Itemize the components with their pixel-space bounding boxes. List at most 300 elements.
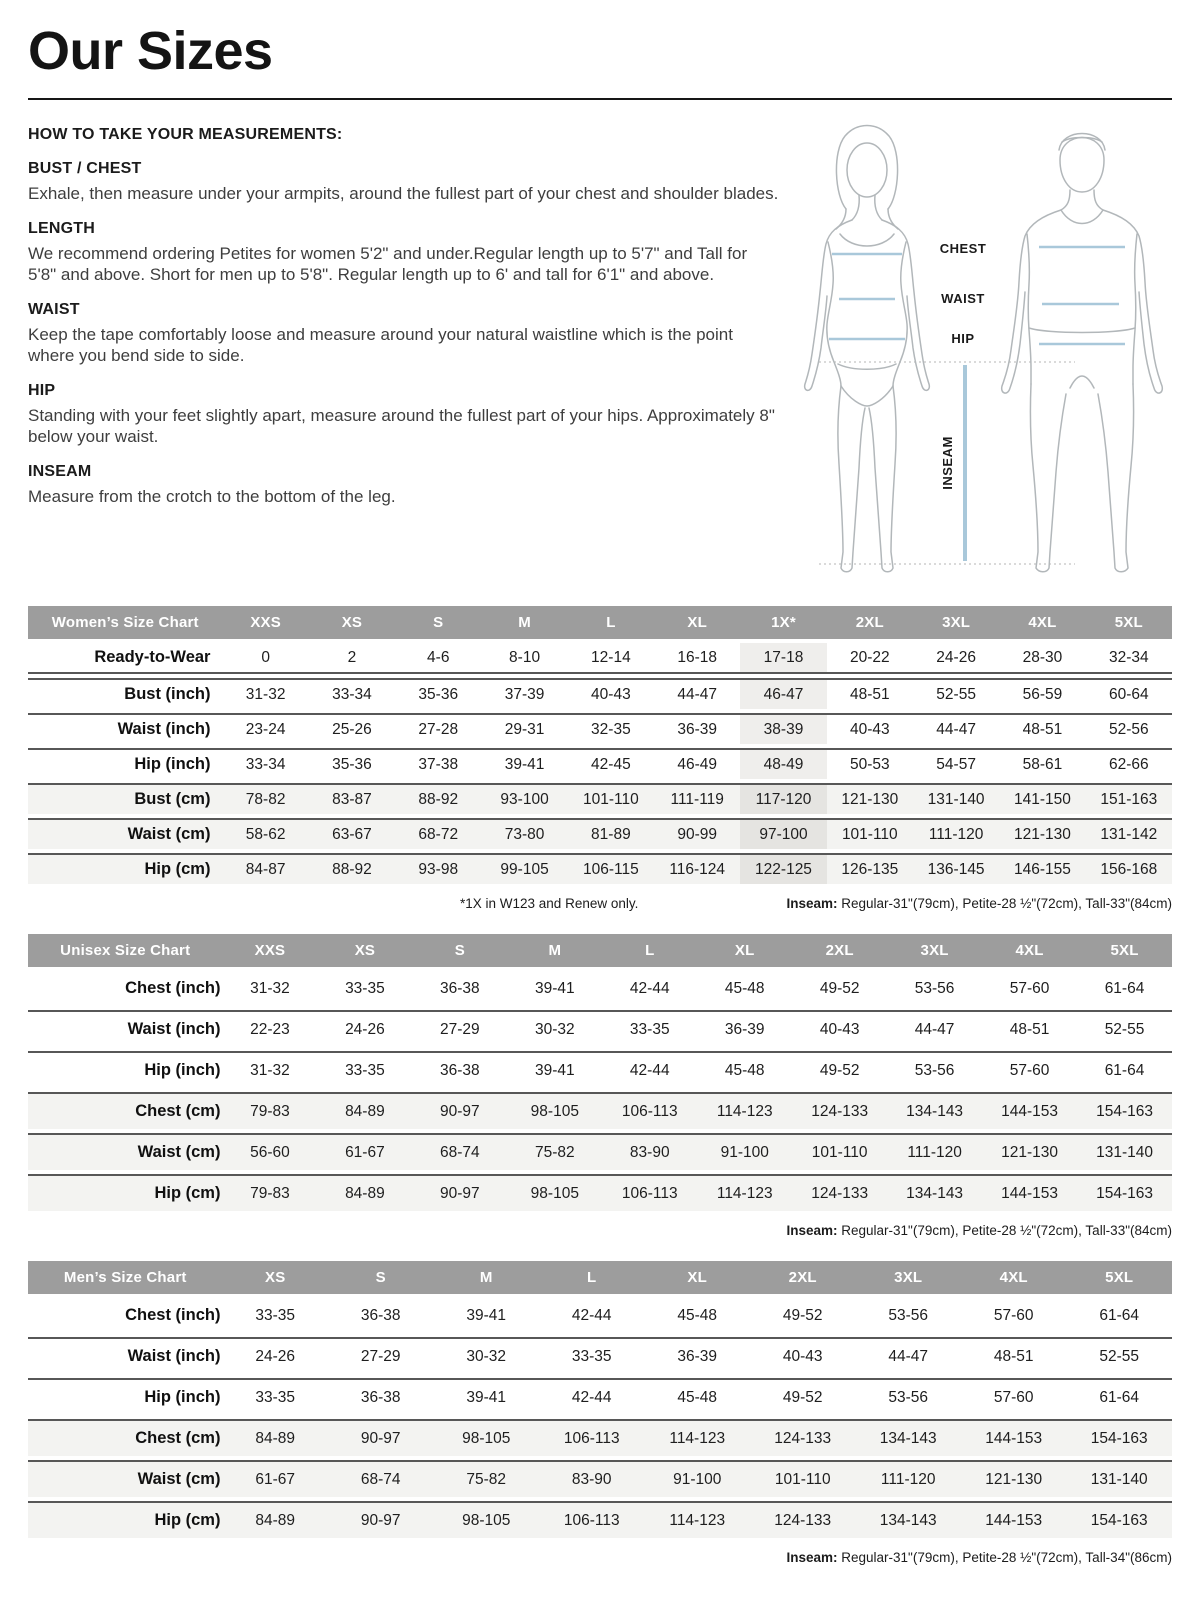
size-value-cell: 27-28 [395, 713, 481, 744]
size-column-header: L [539, 1261, 645, 1294]
size-value-cell: 39-41 [481, 748, 567, 779]
waist-label: WAIST [941, 291, 985, 306]
inseam-footnote-label: Inseam: [786, 1223, 838, 1238]
size-value-cell: 111-120 [887, 1133, 982, 1170]
size-value-cell: 40-43 [568, 678, 654, 709]
size-value-cell: 114-123 [644, 1419, 750, 1456]
inseam-label: INSEAM [940, 436, 955, 490]
size-value-cell: 90-97 [328, 1419, 434, 1456]
size-value-cell: 22-23 [222, 1010, 317, 1047]
size-value-cell: 44-47 [913, 713, 999, 744]
row-label: Chest (cm) [28, 1092, 222, 1129]
size-value-cell: 39-41 [433, 1378, 539, 1415]
size-value-cell: 42-44 [539, 1298, 645, 1333]
male-figure-illustration [1002, 134, 1163, 572]
table-title: Women’s Size Chart [28, 606, 222, 639]
size-column-header: S [395, 606, 481, 639]
size-column-header: XXS [222, 934, 317, 967]
inseam-footnote-text: Regular-31"(79cm), Petite-28 ½"(72cm), Tall-34"(86cm) [837, 1550, 1172, 1565]
size-value-cell: 116-124 [654, 853, 740, 884]
size-value-cell: 36-38 [412, 1051, 507, 1088]
size-value-cell: 106-113 [602, 1174, 697, 1211]
size-value-cell: 44-47 [654, 678, 740, 709]
row-label: Hip (cm) [28, 853, 222, 884]
size-value-cell: 50-53 [827, 748, 913, 779]
size-value-cell: 154-163 [1077, 1174, 1172, 1211]
size-value-cell: 36-39 [697, 1010, 792, 1047]
size-column-header: XS [222, 1261, 328, 1294]
size-value-cell: 144-153 [961, 1419, 1067, 1456]
size-value-cell: 12-14 [568, 643, 654, 674]
size-value-cell: 33-35 [539, 1337, 645, 1374]
size-value-cell: 131-140 [1077, 1133, 1172, 1170]
size-value-cell: 154-163 [1077, 1092, 1172, 1129]
table-row [28, 1298, 1172, 1333]
section-body: Standing with your feet slightly apart, measure around the fullest part of your hips. Approximately 8" below your waist. [28, 406, 775, 446]
size-column-header: XL [644, 1261, 750, 1294]
size-value-cell: 75-82 [507, 1133, 602, 1170]
size-value-cell: 33-35 [222, 1378, 328, 1415]
size-value-cell: 30-32 [507, 1010, 602, 1047]
size-value-cell: 151-163 [1086, 783, 1172, 814]
size-value-cell: 68-74 [328, 1460, 434, 1497]
size-value-cell: 62-66 [1086, 748, 1172, 779]
size-value-cell: 27-29 [328, 1337, 434, 1374]
size-value-cell: 48-51 [961, 1337, 1067, 1374]
size-column-header: 4XL [961, 1261, 1067, 1294]
size-value-cell: 144-153 [961, 1501, 1067, 1538]
size-column-header: S [328, 1261, 434, 1294]
section-length [28, 220, 780, 285]
table-row [28, 1337, 1172, 1374]
size-value-cell: 49-52 [750, 1298, 856, 1333]
size-value-cell: 114-123 [697, 1174, 792, 1211]
size-column-header: M [433, 1261, 539, 1294]
hip-label: HIP [951, 331, 975, 346]
size-value-cell: 121-130 [982, 1133, 1077, 1170]
size-value-cell: 111-119 [654, 783, 740, 814]
size-value-cell: 31-32 [222, 971, 317, 1006]
table-row [28, 1133, 1172, 1170]
inseam-footnote-text: Regular-31"(79cm), Petite-28 ½"(72cm), Tall-33"(84cm) [837, 1223, 1172, 1238]
size-column-header: L [602, 934, 697, 967]
size-value-cell: 31-32 [222, 1051, 317, 1088]
size-value-cell: 33-34 [222, 748, 308, 779]
size-value-cell: 101-110 [750, 1460, 856, 1497]
size-column-header: 2XL [750, 1261, 856, 1294]
size-value-cell: 131-140 [913, 783, 999, 814]
size-value-cell: 52-56 [1086, 713, 1172, 744]
size-value-cell: 61-67 [222, 1460, 328, 1497]
title-divider [28, 98, 1172, 100]
row-label: Waist (cm) [28, 818, 222, 849]
size-value-cell: 136-145 [913, 853, 999, 884]
size-column-header: S [412, 934, 507, 967]
size-column-header: 2XL [792, 934, 887, 967]
row-label: Hip (cm) [28, 1174, 222, 1211]
size-value-cell: 33-35 [602, 1010, 697, 1047]
womens-inseam-footnote [786, 896, 1172, 911]
size-value-cell: 79-83 [222, 1092, 317, 1129]
size-value-cell: 42-45 [568, 748, 654, 779]
size-value-cell: 58-62 [222, 818, 308, 849]
size-value-cell: 98-105 [433, 1501, 539, 1538]
size-value-cell: 81-89 [568, 818, 654, 849]
size-value-cell: 48-51 [982, 1010, 1077, 1047]
size-value-cell: 24-26 [913, 643, 999, 674]
size-value-cell: 60-64 [1086, 678, 1172, 709]
size-value-cell: 46-47 [740, 678, 826, 709]
size-value-cell: 36-38 [328, 1298, 434, 1333]
size-value-cell: 17-18 [740, 643, 826, 674]
size-value-cell: 45-48 [644, 1378, 750, 1415]
size-value-cell: 101-110 [827, 818, 913, 849]
size-column-header: M [481, 606, 567, 639]
body-measurement-illustration [782, 116, 1172, 588]
size-value-cell: 146-155 [999, 853, 1085, 884]
size-column-header: 3XL [887, 934, 982, 967]
size-value-cell: 134-143 [855, 1419, 961, 1456]
size-column-header: 2XL [827, 606, 913, 639]
row-label: Hip (inch) [28, 1051, 222, 1088]
size-value-cell: 144-153 [982, 1174, 1077, 1211]
size-value-cell: 90-97 [328, 1501, 434, 1538]
table-row [28, 1092, 1172, 1129]
row-label: Bust (cm) [28, 783, 222, 814]
table-row [28, 1501, 1172, 1538]
section-body: Measure from the crotch to the bottom of the leg. [28, 487, 396, 506]
size-value-cell: 44-47 [887, 1010, 982, 1047]
size-value-cell: 36-38 [328, 1378, 434, 1415]
size-value-cell: 57-60 [982, 1051, 1077, 1088]
size-value-cell: 36-39 [654, 713, 740, 744]
size-value-cell: 40-43 [827, 713, 913, 744]
size-value-cell: 35-36 [309, 748, 395, 779]
size-value-cell: 36-39 [644, 1337, 750, 1374]
size-value-cell: 61-64 [1066, 1378, 1172, 1415]
table-row [28, 818, 1172, 849]
size-value-cell: 57-60 [961, 1378, 1067, 1415]
female-figure-illustration [805, 126, 930, 572]
size-value-cell: 35-36 [395, 678, 481, 709]
size-value-cell: 83-87 [309, 783, 395, 814]
size-value-cell: 42-44 [602, 971, 697, 1006]
size-value-cell: 98-105 [507, 1092, 602, 1129]
size-column-header: XS [317, 934, 412, 967]
size-value-cell: 56-60 [222, 1133, 317, 1170]
size-value-cell: 52-55 [1066, 1337, 1172, 1374]
size-value-cell: 98-105 [507, 1174, 602, 1211]
section-bust-chest [28, 160, 780, 204]
size-value-cell: 124-133 [750, 1501, 856, 1538]
size-value-cell: 111-120 [855, 1460, 961, 1497]
size-value-cell: 37-39 [481, 678, 567, 709]
size-value-cell: 134-143 [887, 1174, 982, 1211]
size-value-cell: 28-30 [999, 643, 1085, 674]
size-value-cell: 61-64 [1077, 971, 1172, 1006]
size-value-cell: 61-67 [317, 1133, 412, 1170]
size-value-cell: 98-105 [433, 1419, 539, 1456]
size-value-cell: 42-44 [602, 1051, 697, 1088]
table-row [28, 1051, 1172, 1088]
size-value-cell: 124-133 [792, 1174, 887, 1211]
inseam-footnote-text: Regular-31"(79cm), Petite-28 ½"(72cm), Tall-33"(84cm) [837, 896, 1172, 911]
size-value-cell: 53-56 [887, 971, 982, 1006]
table-row [28, 748, 1172, 779]
size-value-cell: 39-41 [433, 1298, 539, 1333]
table-row [28, 713, 1172, 744]
inseam-footnote-label: Inseam: [786, 896, 838, 911]
row-label: Hip (inch) [28, 1378, 222, 1415]
row-label: Chest (inch) [28, 1298, 222, 1333]
size-value-cell: 93-98 [395, 853, 481, 884]
size-value-cell: 79-83 [222, 1174, 317, 1211]
size-value-cell: 61-64 [1077, 1051, 1172, 1088]
size-value-cell: 53-56 [855, 1378, 961, 1415]
size-column-header: 5XL [1086, 606, 1172, 639]
row-label: Waist (inch) [28, 1010, 222, 1047]
table-row [28, 678, 1172, 709]
size-value-cell: 84-87 [222, 853, 308, 884]
table-row [28, 1460, 1172, 1497]
size-column-header: XL [697, 934, 792, 967]
size-value-cell: 45-48 [644, 1298, 750, 1333]
size-value-cell: 154-163 [1066, 1419, 1172, 1456]
size-column-header: L [568, 606, 654, 639]
size-guide-page [0, 20, 1200, 1604]
size-value-cell: 53-56 [887, 1051, 982, 1088]
section-hip [28, 382, 780, 447]
size-value-cell: 134-143 [855, 1501, 961, 1538]
row-label: Bust (inch) [28, 678, 222, 709]
size-value-cell: 32-34 [1086, 643, 1172, 674]
size-value-cell: 44-47 [855, 1337, 961, 1374]
size-value-cell: 33-34 [309, 678, 395, 709]
size-value-cell: 141-150 [999, 783, 1085, 814]
size-value-cell: 36-38 [412, 971, 507, 1006]
section-waist [28, 301, 780, 366]
row-label: Waist (inch) [28, 713, 222, 744]
size-column-header: XXS [222, 606, 308, 639]
size-value-cell: 56-59 [999, 678, 1085, 709]
size-value-cell: 83-90 [539, 1460, 645, 1497]
size-value-cell: 117-120 [740, 783, 826, 814]
row-label: Hip (inch) [28, 748, 222, 779]
size-value-cell: 52-55 [913, 678, 999, 709]
size-value-cell: 61-64 [1066, 1298, 1172, 1333]
size-value-cell: 2 [309, 643, 395, 674]
size-value-cell: 122-125 [740, 853, 826, 884]
table-row [28, 1010, 1172, 1047]
size-value-cell: 16-18 [654, 643, 740, 674]
size-value-cell: 24-26 [317, 1010, 412, 1047]
size-value-cell: 31-32 [222, 678, 308, 709]
size-value-cell: 106-113 [539, 1419, 645, 1456]
size-value-cell: 114-123 [697, 1092, 792, 1129]
size-value-cell: 48-51 [999, 713, 1085, 744]
size-value-cell: 27-29 [412, 1010, 507, 1047]
size-value-cell: 84-89 [222, 1501, 328, 1538]
size-value-cell: 39-41 [507, 971, 602, 1006]
row-label: Waist (cm) [28, 1460, 222, 1497]
size-value-cell: 40-43 [792, 1010, 887, 1047]
size-value-cell: 124-133 [750, 1419, 856, 1456]
row-label: Chest (cm) [28, 1419, 222, 1456]
size-value-cell: 121-130 [961, 1460, 1067, 1497]
size-value-cell: 144-153 [982, 1092, 1077, 1129]
size-value-cell: 58-61 [999, 748, 1085, 779]
size-value-cell: 154-163 [1066, 1501, 1172, 1538]
measurement-diagram [780, 114, 1172, 588]
size-value-cell: 84-89 [317, 1092, 412, 1129]
size-value-cell: 30-32 [433, 1337, 539, 1374]
size-value-cell: 73-80 [481, 818, 567, 849]
size-value-cell: 49-52 [792, 1051, 887, 1088]
size-value-cell: 114-123 [644, 1501, 750, 1538]
size-value-cell: 90-97 [412, 1174, 507, 1211]
size-value-cell: 106-113 [539, 1501, 645, 1538]
size-value-cell: 156-168 [1086, 853, 1172, 884]
size-value-cell: 78-82 [222, 783, 308, 814]
size-value-cell: 54-57 [913, 748, 999, 779]
size-value-cell: 46-49 [654, 748, 740, 779]
size-value-cell: 8-10 [481, 643, 567, 674]
table-title: Men’s Size Chart [28, 1261, 222, 1294]
size-value-cell: 99-105 [481, 853, 567, 884]
howto-heading: HOW TO TAKE YOUR MEASUREMENTS: [28, 126, 343, 143]
size-value-cell: 25-26 [309, 713, 395, 744]
size-value-cell: 45-48 [697, 971, 792, 1006]
size-value-cell: 68-74 [412, 1133, 507, 1170]
size-value-cell: 111-120 [913, 818, 999, 849]
size-value-cell: 124-133 [792, 1092, 887, 1129]
size-value-cell: 88-92 [309, 853, 395, 884]
size-value-cell: 91-100 [697, 1133, 792, 1170]
size-column-header: M [507, 934, 602, 967]
size-value-cell: 106-113 [602, 1092, 697, 1129]
size-value-cell: 29-31 [481, 713, 567, 744]
size-value-cell: 32-35 [568, 713, 654, 744]
size-value-cell: 90-99 [654, 818, 740, 849]
unisex-inseam-footnote [786, 1223, 1172, 1238]
size-value-cell: 83-90 [602, 1133, 697, 1170]
size-column-header: XS [309, 606, 395, 639]
size-value-cell: 53-56 [855, 1298, 961, 1333]
section-body: Exhale, then measure under your armpits, around the fullest part of your chest and shoulder blades. [28, 184, 779, 203]
size-value-cell: 126-135 [827, 853, 913, 884]
table-row [28, 971, 1172, 1006]
unisex-table-footnotes [28, 1223, 1172, 1241]
section-inseam [28, 463, 780, 507]
size-value-cell: 101-110 [792, 1133, 887, 1170]
size-column-header: 3XL [855, 1261, 961, 1294]
size-value-cell: 40-43 [750, 1337, 856, 1374]
inseam-footnote-label: Inseam: [786, 1550, 838, 1565]
size-value-cell: 93-100 [481, 783, 567, 814]
size-column-header: 5XL [1066, 1261, 1172, 1294]
size-value-cell: 121-130 [827, 783, 913, 814]
size-value-cell: 4-6 [395, 643, 481, 674]
size-value-cell: 63-67 [309, 818, 395, 849]
size-column-header: 4XL [999, 606, 1085, 639]
row-label: Waist (inch) [28, 1337, 222, 1374]
size-value-cell: 57-60 [961, 1298, 1067, 1333]
size-value-cell: 42-44 [539, 1378, 645, 1415]
section-title: WAIST [28, 301, 80, 318]
size-value-cell: 48-51 [827, 678, 913, 709]
mens-inseam-footnote [786, 1550, 1172, 1565]
table-row [28, 853, 1172, 884]
size-value-cell: 23-24 [222, 713, 308, 744]
table-row [28, 783, 1172, 814]
size-value-cell: 57-60 [982, 971, 1077, 1006]
unisex-size-chart-table [28, 930, 1172, 1215]
size-value-cell: 131-140 [1066, 1460, 1172, 1497]
size-value-cell: 20-22 [827, 643, 913, 674]
size-value-cell: 84-89 [222, 1419, 328, 1456]
size-value-cell: 97-100 [740, 818, 826, 849]
intro-columns [28, 114, 1172, 588]
section-title: INSEAM [28, 463, 92, 480]
size-value-cell: 131-142 [1086, 818, 1172, 849]
size-column-header: XL [654, 606, 740, 639]
size-value-cell: 91-100 [644, 1460, 750, 1497]
section-title: HIP [28, 382, 56, 399]
mens-table-footnotes [28, 1550, 1172, 1568]
size-value-cell: 101-110 [568, 783, 654, 814]
womens-size-chart-table [28, 602, 1172, 888]
size-value-cell: 106-115 [568, 853, 654, 884]
table-row [28, 643, 1172, 674]
section-body: We recommend ordering Petites for women 5'2" and under.Regular length up to 5'7" and Tall for 5'8" and above. Short for men up to 5'8". Regular length up to 6' and tall for 6'1" and above. [28, 244, 748, 284]
size-column-header: 4XL [982, 934, 1077, 967]
size-value-cell: 48-49 [740, 748, 826, 779]
row-label: Chest (inch) [28, 971, 222, 1006]
size-value-cell: 33-35 [317, 1051, 412, 1088]
section-body: Keep the tape comfortably loose and measure around your natural waistline which is the point where you bend side to side. [28, 325, 733, 365]
row-label: Waist (cm) [28, 1133, 222, 1170]
section-title: BUST / CHEST [28, 160, 142, 177]
size-value-cell: 37-38 [395, 748, 481, 779]
table-row [28, 1378, 1172, 1415]
size-value-cell: 75-82 [433, 1460, 539, 1497]
table-row [28, 1174, 1172, 1211]
size-value-cell: 33-35 [317, 971, 412, 1006]
size-column-header: 3XL [913, 606, 999, 639]
size-value-cell: 39-41 [507, 1051, 602, 1088]
size-value-cell: 121-130 [999, 818, 1085, 849]
chest-label: CHEST [939, 241, 987, 256]
table-title: Unisex Size Chart [28, 934, 222, 967]
page-title: Our Sizes [28, 21, 273, 81]
size-value-cell: 84-89 [317, 1174, 412, 1211]
womens-1x-footnote: *1X in W123 and Renew only. [460, 896, 639, 911]
row-label: Hip (cm) [28, 1501, 222, 1538]
womens-table-footnotes [28, 896, 1172, 914]
size-value-cell: 49-52 [750, 1378, 856, 1415]
size-column-header: 1X* [740, 606, 826, 639]
measurement-instructions [28, 114, 780, 507]
size-value-cell: 38-39 [740, 713, 826, 744]
table-row [28, 1419, 1172, 1456]
size-value-cell: 0 [222, 643, 308, 674]
size-value-cell: 24-26 [222, 1337, 328, 1374]
size-column-header: 5XL [1077, 934, 1172, 967]
size-value-cell: 33-35 [222, 1298, 328, 1333]
size-value-cell: 52-55 [1077, 1010, 1172, 1047]
size-value-cell: 68-72 [395, 818, 481, 849]
section-title: LENGTH [28, 220, 95, 237]
